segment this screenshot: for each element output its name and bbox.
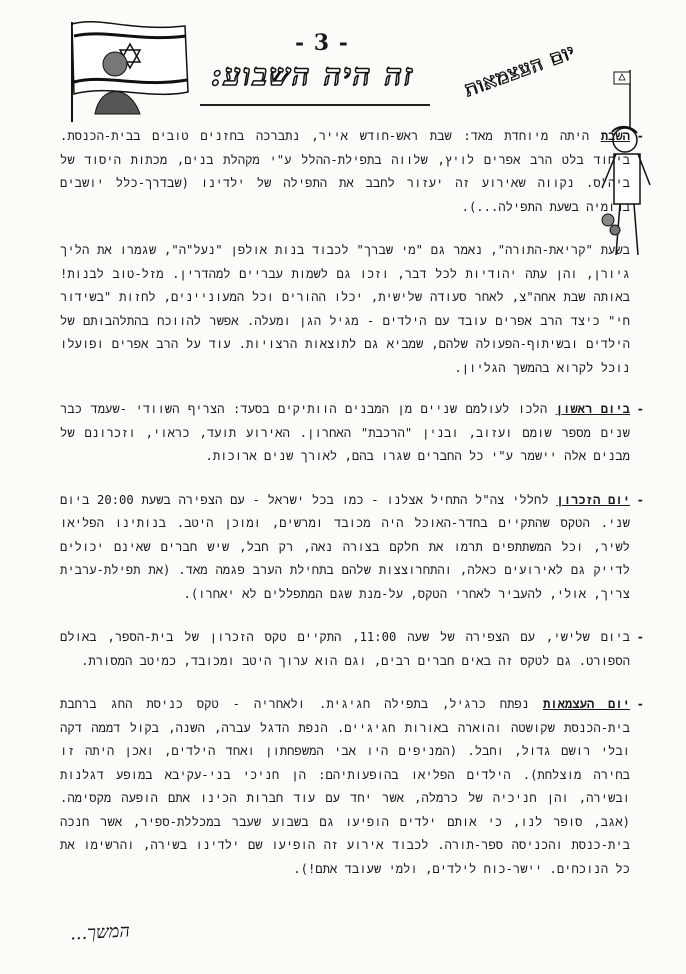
page-number: - 3 - xyxy=(295,30,349,56)
bullet: - xyxy=(636,129,644,143)
paragraph-text: בשעת "קריאת-התורה", נאמר גם "מי שברך" לכבוד בנות אולפן "נעל"ה", שגמרו את הליך גיורן, והן עתה יהודיות לכל דבר, וזכו גם לשמות עבריים למהדרין. מזל-טוב לבנות! באותה שבת אחה"צ, לאחר סעודה שלישית, יכלו ההורים וכל המעוניינים, לחזות "בשידור חי" כיצד הרב אפרים עובד עם הילדים - מגיל הגן ומעלה. אפשר להווכח בהתלהבותם של הילדים ובשיתוף-הפעולה שלהם, שמביא גם לתוצאות הרצויות. עוד על הרב אפרים ופועלו נוכל לקרוא בהמשך הגליון. xyxy=(60,243,630,375)
flag-with-figure-icon xyxy=(60,14,195,124)
paragraph-text: הלכו לעולמם שניים מן המבנים הוותיקים בסעד: הצריף השוודי -שעמד כבר שנים מספר שומם ועזוב, ובנין "הרכבת" האחרון. האירוע תועד, כראוי, וזכרונם של מבנים אלה יישמר ע"י כל החברים שגרו בהם, לאורך שנים ארוכות. xyxy=(60,402,630,463)
paragraph-lead: יום הזכרון xyxy=(556,492,631,507)
bullet: - xyxy=(636,402,644,416)
continued-note: המשך... xyxy=(69,920,131,945)
bullet: - xyxy=(636,697,644,711)
paragraph-memorial-day xyxy=(60,489,644,607)
bullet: - xyxy=(636,630,644,644)
independence-day-banner: יום העצמאות xyxy=(461,38,579,102)
banner-wrap xyxy=(430,18,610,118)
title-underline xyxy=(200,104,430,106)
paragraph-tuesday xyxy=(60,626,644,673)
paragraph-text: ביום שלישי, עם הצפירה של שעה 11:00, התקיים טקס הזכרון של בית-הספר, באולם הספורט. גם לטקס זה באים חברים רבים, וגם הוא ערוך היטב ומכובד, כמיטב המסורת. xyxy=(60,630,630,668)
paragraph-lead: השבת xyxy=(600,129,630,143)
paragraph-sunday xyxy=(60,398,644,469)
page-title: זה היה השבוע: xyxy=(210,58,415,93)
paragraph-text: היתה מיוחדת מאד: שבת ראש-חודש אייר, נתברכה בחזנים טובים בבית-הכנסת. ביחוד בלט הרב אפרים לויץ, שלווה בתפילת-ההלל ע"י מקהלת בנים, מכתות היסוד של ביה"ס. נקווה שאירוע זה יעזור לחבב את התפילה של ילדינו (שבדרך-כלל יושבים בדומיה בשעת התפילה...). xyxy=(60,129,630,214)
article-body xyxy=(60,125,644,901)
paragraph-lead: ביום ראשון xyxy=(555,402,630,416)
paragraph-lead: יום העצמאות xyxy=(542,697,630,711)
paragraph-independence-day xyxy=(60,693,644,881)
paragraph-text: לחללי צה"ל התחיל אצלנו - כמו בכל ישראל - עם הצפירה בשעת 20:00 ביום שני. הטקס שהתקיים בחדר-האוכל היה מכובד ומרשים, ומוכן היטב. בנותינו הפליאו לשיר, וכל המשתתפים תרמו את חלקם בצורה נאה, רק חבל, שיש חברים שאינם יכולים לדייק גם לאירועים כאלה, והתחרוצצות שלהם בתחילת הערב פגמה מאד. (את תפילת-ערבית צריך, אולי, להעביר לאחרי הטקס, על-מנת שגם המתפללים לא יאחרו). xyxy=(60,492,630,601)
bullet: - xyxy=(636,492,644,507)
paragraph-torah-reading xyxy=(60,239,630,380)
paragraph-text: נפתח כרגיל, בתפילה חגיגית. ולאחריה - טקס כניסת החג ברחבת בית-הכנסת שקושטה והוארה באורות חגיגיים. הנפת הדגל עברה, השנה, בקול דממה דקה ובלי רושם גדול, וחבל. (המניפים היו אבי המשפחתון ואחד הילדים, ואכן היתה זו בחירה מוצלחת). הילדים הפליאו בהופעותיהם: הן חניכי בני-עקיבא במופע דגלנות ובשירה, והן חניכיה של כרמלה, אשר יחד עם עוד חברות הכינו אתם הופעה מקסימה. (אגב, סופר לנו, כי אותם ילדים הופיעו גם בשבוע שעבר במכללת-ספיר, אשר חנכה בית-כנסת והכניסה ספר-תורה. לכבוד אירוע זה הופיעו שם ילדינו בשירה, והרשימו את כל הנוכחים. יישר-כוח לילדים, ולמי שעובד אתם!). xyxy=(60,697,630,876)
paragraph-shabbat xyxy=(60,125,644,219)
